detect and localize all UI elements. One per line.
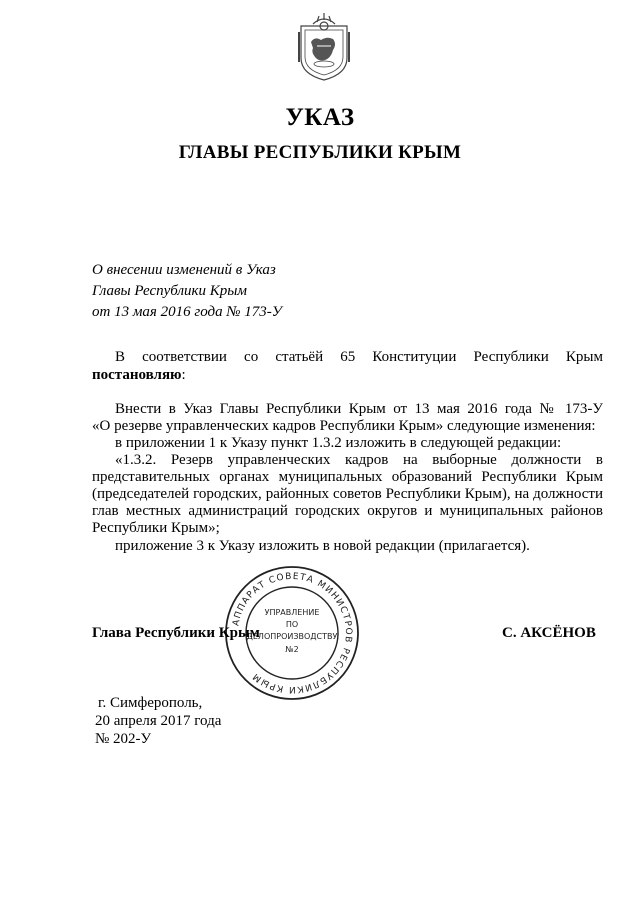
subject-line: от 13 мая 2016 года № 173-У (92, 304, 282, 320)
document-subtitle: ГЛАВЫ РЕСПУБЛИКИ КРЫМ (178, 142, 462, 163)
footer-date: 20 апреля 2017 года (95, 713, 222, 729)
subject-line: О внесении изменений в Указ (92, 262, 276, 278)
subject-line: Главы Республики Крым (92, 283, 247, 299)
stamp-line: ДЕЛОПРОИЗВОДСТВУ (246, 632, 338, 641)
body-line: глав местных администраций городских округов и муниципальных районов (92, 503, 603, 519)
body-line: приложение 3 к Указу изложить в новой редакции (прилагается). (115, 538, 530, 554)
decree-word: постановляю (92, 367, 182, 383)
document-title: УКАЗ (285, 104, 355, 131)
decree-colon: : (181, 367, 186, 383)
stamp-line: ПО (285, 620, 299, 629)
stamp-line: УПРАВЛЕНИЕ (264, 608, 320, 617)
signatory-name: С. АКСЁНОВ (502, 625, 596, 641)
body-line: (председателей городских, районных советов Республики Крым), на должности (92, 486, 603, 502)
body-line: Республики Крым»; (92, 520, 220, 536)
body-line: представительных органах муниципальных образований Республики Крым (92, 469, 603, 485)
signatory-position: Глава Республики Крым (92, 625, 260, 641)
stamp-line: №2 (285, 645, 299, 654)
preamble-line: В соответствии со статьёй 65 Конституции Республики Крым (115, 349, 603, 365)
stamp-ring-text: АППАРАТ СОВЕТА МИНИСТРОВ РЕСПУБЛИКИ КРЫМ (231, 571, 354, 695)
body-line: в приложении 1 к Указу пункт 1.3.2 изложить в следующей редакции: (115, 435, 562, 451)
footer-city: г. Симферополь, (98, 695, 203, 711)
body-line: «О резерве управленческих кадров Республики Крым» следующие изменения: (92, 418, 596, 434)
crimea-coat-of-arms-icon (297, 12, 351, 82)
body-line: «1.3.2. Резерв управленческих кадров на выборные должности в (115, 452, 603, 468)
preamble-decree (92, 367, 186, 385)
body-line: Внести в Указ Главы Республики Крым от 13 мая 2016 года № 173-У (115, 401, 603, 417)
subject-block (92, 260, 282, 323)
footer-number: № 202-У (95, 731, 152, 747)
